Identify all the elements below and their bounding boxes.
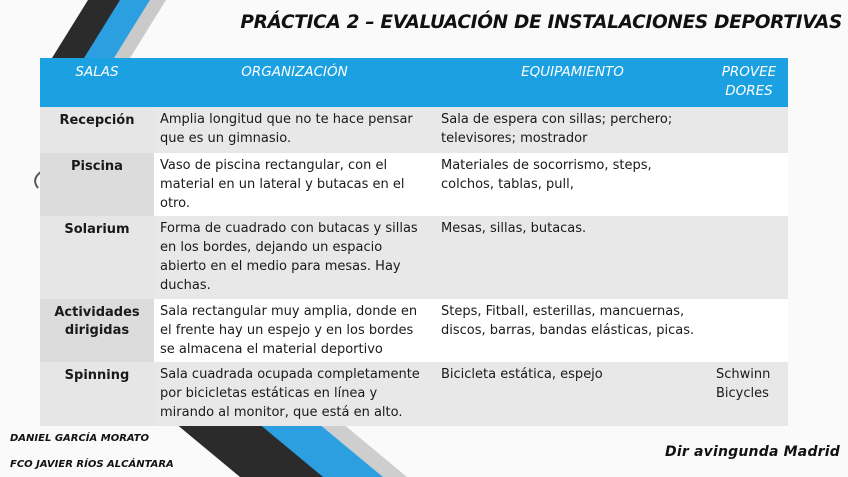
suppliers-cell bbox=[710, 107, 788, 153]
equipment-cell: Materiales de socorrismo, steps, colchos, tablas, pull, bbox=[435, 153, 710, 216]
table-row bbox=[40, 153, 788, 216]
suppliers-cell: Schwinn Bicycles bbox=[710, 362, 788, 426]
equipment-cell: Sala de espera con sillas; perchero; televisores; mostrador bbox=[435, 107, 710, 153]
header-salas: SALAS bbox=[40, 58, 154, 107]
room-name: Spinning bbox=[40, 362, 154, 426]
equipment-cell: Mesas, sillas, butacas. bbox=[435, 216, 710, 299]
table-row bbox=[40, 216, 788, 299]
organization-cell: Vaso de piscina rectangular, con el material en un lateral y butacas en el otro. bbox=[154, 153, 435, 216]
organization-cell: Sala cuadrada ocupada completamente por bicicletas estáticas en línea y mirando al monitor, que está en alto. bbox=[154, 362, 435, 426]
organization-cell: Sala rectangular muy amplia, donde en el frente hay un espejo y en los bordes se almacena el material deportivo bbox=[154, 299, 435, 362]
header-proveedores: PROVEE DORES bbox=[710, 58, 788, 107]
table-row bbox=[40, 362, 788, 426]
suppliers-cell bbox=[710, 153, 788, 216]
organization-cell: Amplia longitud que no te hace pensar que es un gimnasio. bbox=[154, 107, 435, 153]
table-header-row bbox=[40, 58, 788, 107]
room-name: Actividades dirigidas bbox=[40, 299, 154, 362]
table-row bbox=[40, 299, 788, 362]
author-name: DANIEL GARCÍA MORATO bbox=[10, 433, 149, 444]
room-name: Piscina bbox=[40, 153, 154, 216]
equipment-cell: Steps, Fitball, esterillas, mancuernas, discos, barras, bandas elásticas, picas. bbox=[435, 299, 710, 362]
equipment-cell: Bicicleta estática, espejo bbox=[435, 362, 710, 426]
facilities-table bbox=[40, 58, 788, 426]
room-name: Recepción bbox=[40, 107, 154, 153]
page-title: PRÁCTICA 2 – EVALUACIÓN DE INSTALACIONES DEPORTIVAS bbox=[240, 12, 842, 33]
table-row bbox=[40, 107, 788, 153]
header-equipamiento: EQUIPAMIENTO bbox=[435, 58, 710, 107]
header-organizacion: ORGANIZACIÓN bbox=[154, 58, 435, 107]
organization-cell: Forma de cuadrado con butacas y sillas en los bordes, dejando un espacio abierto en el medio para mesas. Hay duchas. bbox=[154, 216, 435, 299]
room-name: Solarium bbox=[40, 216, 154, 299]
location-label: Dir avingunda Madrid bbox=[665, 444, 840, 460]
author-name: FCO JAVIER RÍOS ALCÁNTARA bbox=[10, 459, 174, 470]
suppliers-cell bbox=[710, 299, 788, 362]
suppliers-cell bbox=[710, 216, 788, 299]
